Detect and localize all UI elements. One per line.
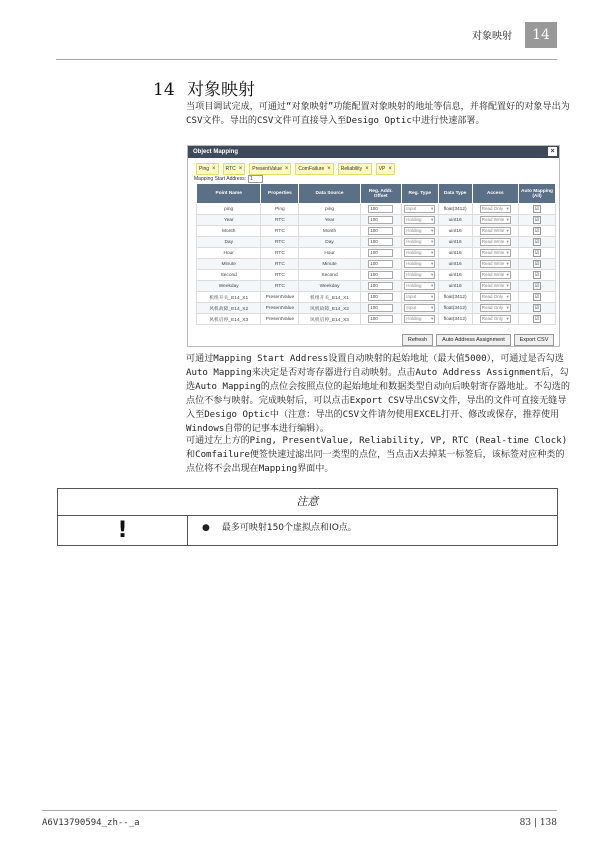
- tag-close-icon[interactable]: ×: [365, 166, 369, 172]
- reg-type-cell: [401, 259, 438, 270]
- point-name-cell: ping: [197, 204, 261, 215]
- point-name-cell: Weekday: [197, 281, 261, 292]
- point-name-cell: Day: [197, 237, 261, 248]
- data-source-cell: Weekday: [299, 281, 360, 292]
- data-source-cell: Day: [299, 237, 360, 248]
- reg-type-select[interactable]: Holding ▾: [404, 216, 435, 224]
- reg-addr-input[interactable]: 100: [368, 304, 393, 312]
- reg-addr-input[interactable]: 100: [368, 282, 393, 290]
- auto-mapping-checkbox[interactable]: ☑: [534, 316, 540, 322]
- reg-type-cell: [401, 237, 438, 248]
- footer-page-number: 83 | 138: [519, 818, 557, 828]
- access-select[interactable]: Read Write ▾: [480, 216, 511, 224]
- column-header[interactable]: Properties: [261, 184, 299, 204]
- data-source-cell: 机组开关_E14_X1: [299, 292, 360, 303]
- tag-close-icon[interactable]: ×: [327, 166, 331, 172]
- access-select[interactable]: Read Only ▾: [480, 304, 511, 312]
- column-header[interactable]: Reg. Type: [401, 184, 438, 204]
- access-cell: [472, 270, 518, 281]
- point-name-cell: Year: [197, 215, 261, 226]
- reg-type-cell: [401, 281, 438, 292]
- data-type-cell: uint16: [438, 226, 472, 237]
- intro-paragraph: 当项目调试完成，可通过“对象映射”功能配置对象映射的地址等信息，并将配置好的对象导出为CSV文件。导出的CSV文件可直接导入至Desigo Optic中进行快速部署。: [186, 102, 570, 126]
- filter-tag-presentvalue[interactable]: PresentValue ×: [249, 163, 291, 175]
- access-select[interactable]: Read Only ▾: [480, 315, 511, 323]
- auto-mapping-checkbox[interactable]: ☑: [534, 239, 540, 245]
- reg-type-select[interactable]: Holding ▾: [404, 238, 435, 246]
- close-icon[interactable]: ×: [548, 147, 557, 156]
- notice-table: [57, 488, 558, 546]
- access-cell: [472, 303, 518, 314]
- data-type-cell: uint16: [438, 270, 472, 281]
- filter-tag-comfailure[interactable]: ComFailure ×: [295, 163, 333, 175]
- reg-type-select[interactable]: Input ▾: [404, 293, 435, 301]
- data-source-cell: ping: [299, 204, 360, 215]
- column-header[interactable]: Data Type: [438, 184, 472, 204]
- point-name-cell: Minute: [197, 259, 261, 270]
- reg-type-cell: [401, 215, 438, 226]
- auto-mapping-checkbox[interactable]: ☑: [534, 261, 540, 267]
- properties-cell: PresentValue: [261, 303, 299, 314]
- auto-mapping-checkbox[interactable]: ☑: [534, 217, 540, 223]
- access-select[interactable]: Read Only ▾: [480, 205, 511, 213]
- reg-addr-cell: [360, 248, 401, 259]
- filter-tags: [196, 163, 395, 173]
- reg-addr-input[interactable]: 100: [368, 293, 393, 301]
- data-source-cell: 风机启停_E14_X3: [299, 314, 360, 325]
- access-select[interactable]: Read Write ▾: [480, 282, 511, 290]
- properties-cell: RTC: [261, 270, 299, 281]
- access-cell: [472, 215, 518, 226]
- tag-close-icon[interactable]: ×: [388, 166, 392, 172]
- data-source-cell: 风机故障_E14_X2: [299, 303, 360, 314]
- properties-cell: RTC: [261, 281, 299, 292]
- reg-type-select[interactable]: Input ▾: [404, 205, 435, 213]
- reg-addr-cell: [360, 292, 401, 303]
- auto-mapping-cell: [519, 303, 556, 314]
- access-cell: [472, 237, 518, 248]
- access-select[interactable]: Read Write ▾: [480, 238, 511, 246]
- table-row[interactable]: [197, 226, 556, 237]
- access-cell: [472, 204, 518, 215]
- properties-cell: RTC: [261, 259, 299, 270]
- auto-address-assignment-button[interactable]: Auto Address Assignment: [436, 334, 511, 346]
- properties-cell: RTC: [261, 226, 299, 237]
- table-row[interactable]: [197, 292, 556, 303]
- access-select[interactable]: Read Write ▾: [480, 271, 511, 279]
- table-row[interactable]: [197, 314, 556, 325]
- reg-addr-cell: [360, 259, 401, 270]
- reg-addr-input[interactable]: 100: [368, 271, 393, 279]
- table-row[interactable]: [197, 248, 556, 259]
- data-type-cell: float(3412): [438, 314, 472, 325]
- reg-addr-cell: [360, 303, 401, 314]
- chapter-number: 14: [153, 80, 175, 100]
- properties-cell: RTC: [261, 215, 299, 226]
- dialog-title: Object Mapping: [193, 149, 238, 155]
- reg-type-select[interactable]: Input ▾: [404, 304, 435, 312]
- filter-tag-reliability[interactable]: Reliability ×: [338, 163, 372, 175]
- properties-cell: RTC: [261, 248, 299, 259]
- bullet-icon: ●: [202, 523, 210, 533]
- header-section-title: 对象映射: [472, 31, 512, 42]
- data-type-cell: uint16: [438, 281, 472, 292]
- auto-mapping-checkbox[interactable]: ☑: [534, 283, 540, 289]
- reg-addr-cell: [360, 281, 401, 292]
- column-header[interactable]: Auto Mapping (All): [519, 184, 556, 204]
- tag-close-icon[interactable]: ×: [212, 166, 216, 172]
- access-select[interactable]: Read Write ▾: [480, 249, 511, 257]
- reg-addr-cell: [360, 237, 401, 248]
- point-name-cell: Month: [197, 226, 261, 237]
- reg-addr-input[interactable]: 100: [368, 205, 393, 213]
- mapping-start-input[interactable]: 1: [248, 175, 263, 183]
- filter-tag-rtc[interactable]: RTC ×: [223, 163, 246, 175]
- table-row[interactable]: [197, 303, 556, 314]
- data-type-cell: uint16: [438, 248, 472, 259]
- notice-text: 最多可映射150个虚拟点和IO点。: [221, 523, 357, 533]
- mapping-table: [196, 183, 556, 325]
- column-header[interactable]: Point Name: [197, 184, 261, 204]
- auto-mapping-cell: [519, 292, 556, 303]
- reg-type-cell: [401, 226, 438, 237]
- data-type-cell: uint16: [438, 259, 472, 270]
- table-row[interactable]: [197, 259, 556, 270]
- header-chapter-number: 14: [525, 22, 557, 48]
- auto-mapping-checkbox[interactable]: ☑: [534, 206, 540, 212]
- reg-type-select[interactable]: Holding ▾: [404, 271, 435, 279]
- chapter-heading: [153, 75, 255, 100]
- point-name-cell: Hour: [197, 248, 261, 259]
- table-row[interactable]: [197, 281, 556, 292]
- access-cell: [472, 259, 518, 270]
- tag-close-icon[interactable]: ×: [284, 166, 289, 172]
- auto-mapping-cell: [519, 237, 556, 248]
- reg-addr-input[interactable]: 100: [368, 216, 393, 224]
- point-name-cell: 机组开关_E14_X1: [197, 292, 261, 303]
- auto-mapping-cell: [519, 270, 556, 281]
- reg-type-select[interactable]: Holding ▾: [404, 249, 435, 257]
- filter-tag-ping[interactable]: Ping ×: [196, 163, 219, 175]
- access-select[interactable]: Read Write ▾: [480, 227, 511, 235]
- column-header[interactable]: Reg. Addr. Offset: [360, 184, 401, 204]
- reg-type-select[interactable]: Holding ▾: [404, 227, 435, 235]
- dialog-title-bar: [188, 146, 559, 158]
- reg-type-select[interactable]: Holding ▾: [404, 282, 435, 290]
- header-divider: [56, 59, 557, 60]
- export-csv-button[interactable]: Export CSV: [514, 334, 554, 346]
- auto-mapping-checkbox[interactable]: ☑: [534, 305, 540, 311]
- reg-addr-input[interactable]: 100: [368, 227, 393, 235]
- auto-mapping-cell: [519, 204, 556, 215]
- mapping-start-address: [194, 175, 263, 183]
- reg-type-select[interactable]: Holding ▾: [404, 315, 435, 323]
- reg-addr-cell: [360, 215, 401, 226]
- data-type-cell: uint16: [438, 215, 472, 226]
- exclamation-icon: !: [58, 516, 188, 545]
- column-header[interactable]: Access: [472, 184, 518, 204]
- data-type-cell: uint16: [438, 237, 472, 248]
- data-type-cell: float(3412): [438, 204, 472, 215]
- filter-tag-vp[interactable]: VP ×: [376, 163, 395, 175]
- properties-cell: PresentValue: [261, 292, 299, 303]
- properties-cell: RTC: [261, 237, 299, 248]
- tag-close-icon[interactable]: ×: [238, 166, 243, 172]
- table-row[interactable]: [197, 215, 556, 226]
- mapping-start-label: Mapping Start Address:: [194, 176, 246, 182]
- point-name-cell: Second: [197, 270, 261, 281]
- reg-type-select[interactable]: Holding ▾: [404, 260, 435, 268]
- reg-addr-input[interactable]: 100: [368, 249, 393, 257]
- notice-heading: 注意: [58, 489, 557, 516]
- chapter-title: 对象映射: [187, 80, 255, 100]
- footer-divider: [42, 810, 557, 811]
- object-mapping-dialog: [187, 145, 560, 347]
- reg-addr-input[interactable]: 100: [368, 238, 393, 246]
- auto-mapping-checkbox[interactable]: ☑: [534, 228, 540, 234]
- reg-addr-cell: [360, 204, 401, 215]
- data-type-cell: float(3412): [438, 303, 472, 314]
- auto-mapping-cell: [519, 215, 556, 226]
- auto-mapping-cell: [519, 226, 556, 237]
- table-row[interactable]: [197, 270, 556, 281]
- access-cell: [472, 292, 518, 303]
- reg-type-cell: [401, 292, 438, 303]
- reg-type-cell: [401, 303, 438, 314]
- access-cell: [472, 226, 518, 237]
- data-source-cell: Year: [299, 215, 360, 226]
- data-source-cell: Second: [299, 270, 360, 281]
- notice-item: [188, 516, 357, 545]
- data-source-cell: Month: [299, 226, 360, 237]
- point-name-cell: 风机启停_E14_X3: [197, 314, 261, 325]
- properties-cell: Ping: [261, 204, 299, 215]
- access-cell: [472, 281, 518, 292]
- auto-mapping-checkbox[interactable]: ☑: [534, 272, 540, 278]
- access-select[interactable]: Read Only ▾: [480, 293, 511, 301]
- column-header[interactable]: Data Source: [299, 184, 360, 204]
- access-cell: [472, 314, 518, 325]
- reg-type-cell: [401, 248, 438, 259]
- reg-addr-input[interactable]: 100: [368, 260, 393, 268]
- data-source-cell: Hour: [299, 248, 360, 259]
- data-type-cell: float(3412): [438, 292, 472, 303]
- reg-type-cell: [401, 270, 438, 281]
- access-cell: [472, 248, 518, 259]
- reg-addr-cell: [360, 314, 401, 325]
- properties-cell: PresentValue: [261, 314, 299, 325]
- auto-mapping-cell: [519, 259, 556, 270]
- reg-type-cell: [401, 204, 438, 215]
- refresh-button[interactable]: Refresh: [402, 334, 433, 346]
- access-select[interactable]: Read Write ▾: [480, 260, 511, 268]
- table-row[interactable]: [197, 237, 556, 248]
- auto-mapping-cell: [519, 248, 556, 259]
- filter-paragraph: 可通过左上方的Ping, PresentValue, Reliability, VP, RTC (Real-time Clock)和Comfailure便签快速过滤出同一类型的点位，当点击X去掉某一标签后，该标签对应种类的点位将不会出现在Mapping界面中。: [186, 436, 568, 474]
- mapping-paragraph: 可通过Mapping Start Address设置自动映射的起始地址（最大值5000），可通过是否勾选Auto Mapping来决定是否对寄存器进行自动映射。点击Auto Address Assignment后，勾选Auto Mapping的点位会按照点位的起始地址和数据类型自动向后映射寄存器地址。不勾选的点位不参与映射。完成映射后，可以点击Export CSV导出CSV文件，导出的文件可直接无缝导入至Desigo Optic中（注意：导出的CSV文件请勿使用EXCEL打开、修改或保存，推荐使用Windows自带的记事本进行编辑）。: [186, 354, 570, 434]
- point-name-cell: 风机故障_E14_X2: [197, 303, 261, 314]
- table-header-row: [197, 184, 556, 204]
- footer-doc-id: A6V13790594_zh--_a: [42, 818, 140, 828]
- reg-addr-cell: [360, 226, 401, 237]
- auto-mapping-cell: [519, 281, 556, 292]
- reg-addr-input[interactable]: 100: [368, 315, 393, 323]
- reg-addr-cell: [360, 270, 401, 281]
- data-source-cell: Minute: [299, 259, 360, 270]
- auto-mapping-checkbox[interactable]: ☑: [534, 294, 540, 300]
- auto-mapping-cell: [519, 314, 556, 325]
- reg-type-cell: [401, 314, 438, 325]
- table-row[interactable]: [197, 204, 556, 215]
- auto-mapping-checkbox[interactable]: ☑: [534, 250, 540, 256]
